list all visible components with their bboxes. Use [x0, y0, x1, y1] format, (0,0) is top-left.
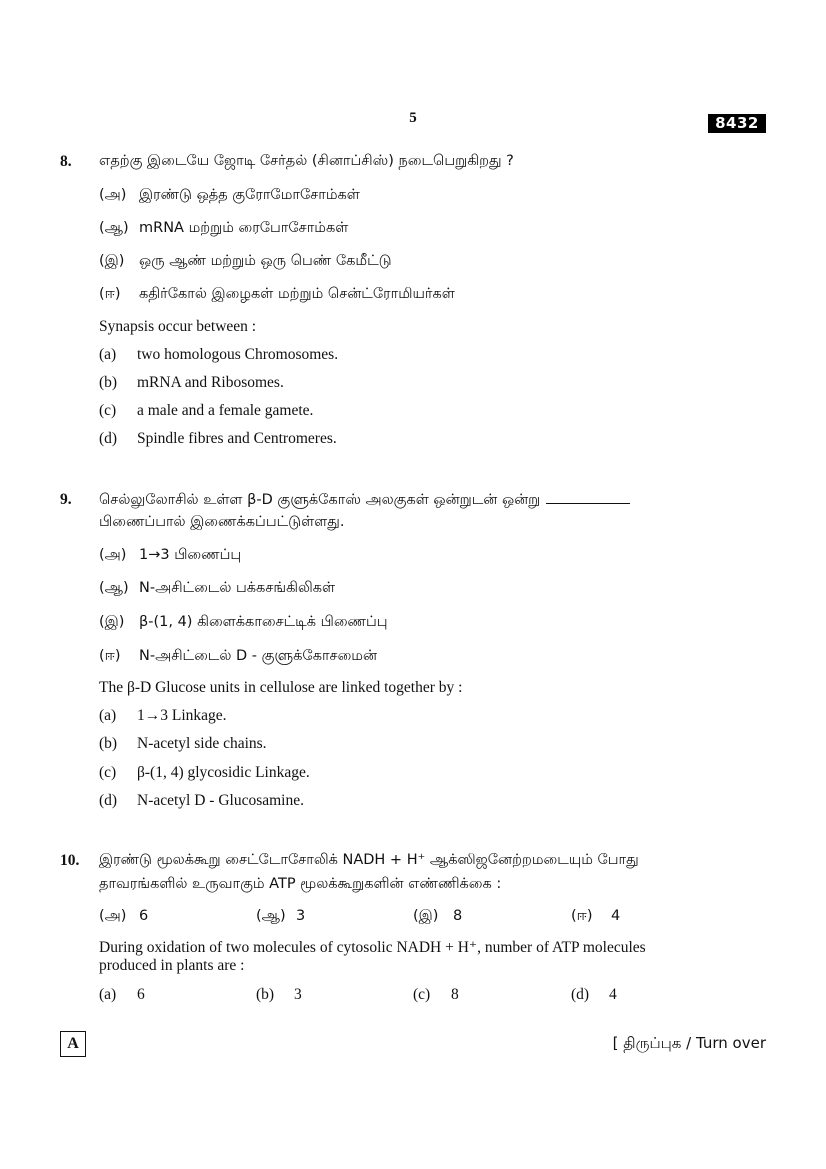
option-tamil: (ஆ) mRNA மற்றும் ரைபோசோம்கள் — [99, 220, 349, 236]
option-english: (c) 8 — [413, 986, 459, 1003]
question-text-tamil: எதற்கு இடையே ஜோடி சேர்தல் (சினாப்சிஸ்) நடைபெறுகிறது ? — [99, 153, 514, 169]
option-tamil: (ஈ) 4 — [571, 908, 621, 924]
option-english: (a) 1→3 Linkage. — [99, 707, 227, 724]
option-tamil: (அ) 1→3 பிணைப்பு — [99, 547, 242, 563]
option-english: (d) 4 — [571, 986, 617, 1003]
option-tamil: (இ) β-(1, 4) கிளைக்காசைட்டிக் பிணைப்பு — [99, 614, 388, 630]
option-english: (b) 3 — [256, 986, 302, 1003]
question-text-english: The β-D Glucose units in cellulose are linked together by : — [99, 679, 463, 696]
option-english: (b) N-acetyl side chains. — [99, 735, 267, 752]
question-number: 9. — [60, 491, 72, 508]
option-tamil: (ஆ) N-அசிட்டைல் பக்கசங்கிலிகள் — [99, 580, 336, 596]
question-text-english: During oxidation of two molecules of cytosolic NADH + H⁺, number of ATP molecules — [99, 939, 646, 956]
option-tamil: (ஈ) N-அசிட்டைல் D - குளுக்கோசமைன் — [99, 648, 378, 664]
option-english: (a) 6 — [99, 986, 145, 1003]
option-english: (a) two homologous Chromosomes. — [99, 346, 339, 363]
option-tamil: (ஈ) கதிர்கோல் இழைகள் மற்றும் சென்ட்ரோமியர்கள் — [99, 286, 455, 302]
option-english: (c) β-(1, 4) glycosidic Linkage. — [99, 764, 310, 781]
option-english: (d) Spindle fibres and Centromeres. — [99, 430, 337, 447]
question-text-tamil: பிணைப்பால் இணைக்கப்பட்டுள்ளது. — [99, 514, 345, 530]
option-tamil: (இ) 8 — [413, 908, 463, 924]
paper-code-badge: 8432 — [708, 114, 766, 133]
turn-over-label: [ திருப்புக / Turn over — [612, 1034, 766, 1052]
question-number: 10. — [60, 852, 80, 869]
option-tamil: (இ) ஒரு ஆண் மற்றும் ஒரு பெண் கேமீட்டு — [99, 253, 392, 269]
question-text-tamil: இரண்டு மூலக்கூறு சைட்டோசோலிக் NADH + H⁺ ஆக்ஸிஜனேற்றமடையும் போது — [99, 852, 639, 868]
question-text-tamil: தாவரங்களில் உருவாகும் ATP மூலக்கூறுகளின் எண்ணிக்கை : — [99, 876, 502, 892]
option-english: (c) a male and a female gamete. — [99, 402, 314, 419]
question-text-english: produced in plants are : — [99, 957, 245, 974]
page-number: 5 — [409, 110, 417, 126]
option-tamil: (அ) இரண்டு ஒத்த குரோமோசோம்கள் — [99, 187, 360, 203]
question-number: 8. — [60, 153, 72, 170]
option-tamil: (ஆ) 3 — [256, 908, 306, 924]
option-english: (b) mRNA and Ribosomes. — [99, 374, 284, 391]
question-text-tamil: செல்லுலோசில் உள்ள β-D குளுக்கோஸ் அலகுகள் ஒன்றுடன் ஒன்று — [99, 491, 630, 510]
option-tamil: (அ) 6 — [99, 908, 149, 924]
question-text-english: Synapsis occur between : — [99, 318, 257, 335]
series-box: A — [60, 1031, 86, 1057]
answer-blank — [546, 491, 630, 504]
option-english: (d) N-acetyl D - Glucosamine. — [99, 792, 304, 809]
